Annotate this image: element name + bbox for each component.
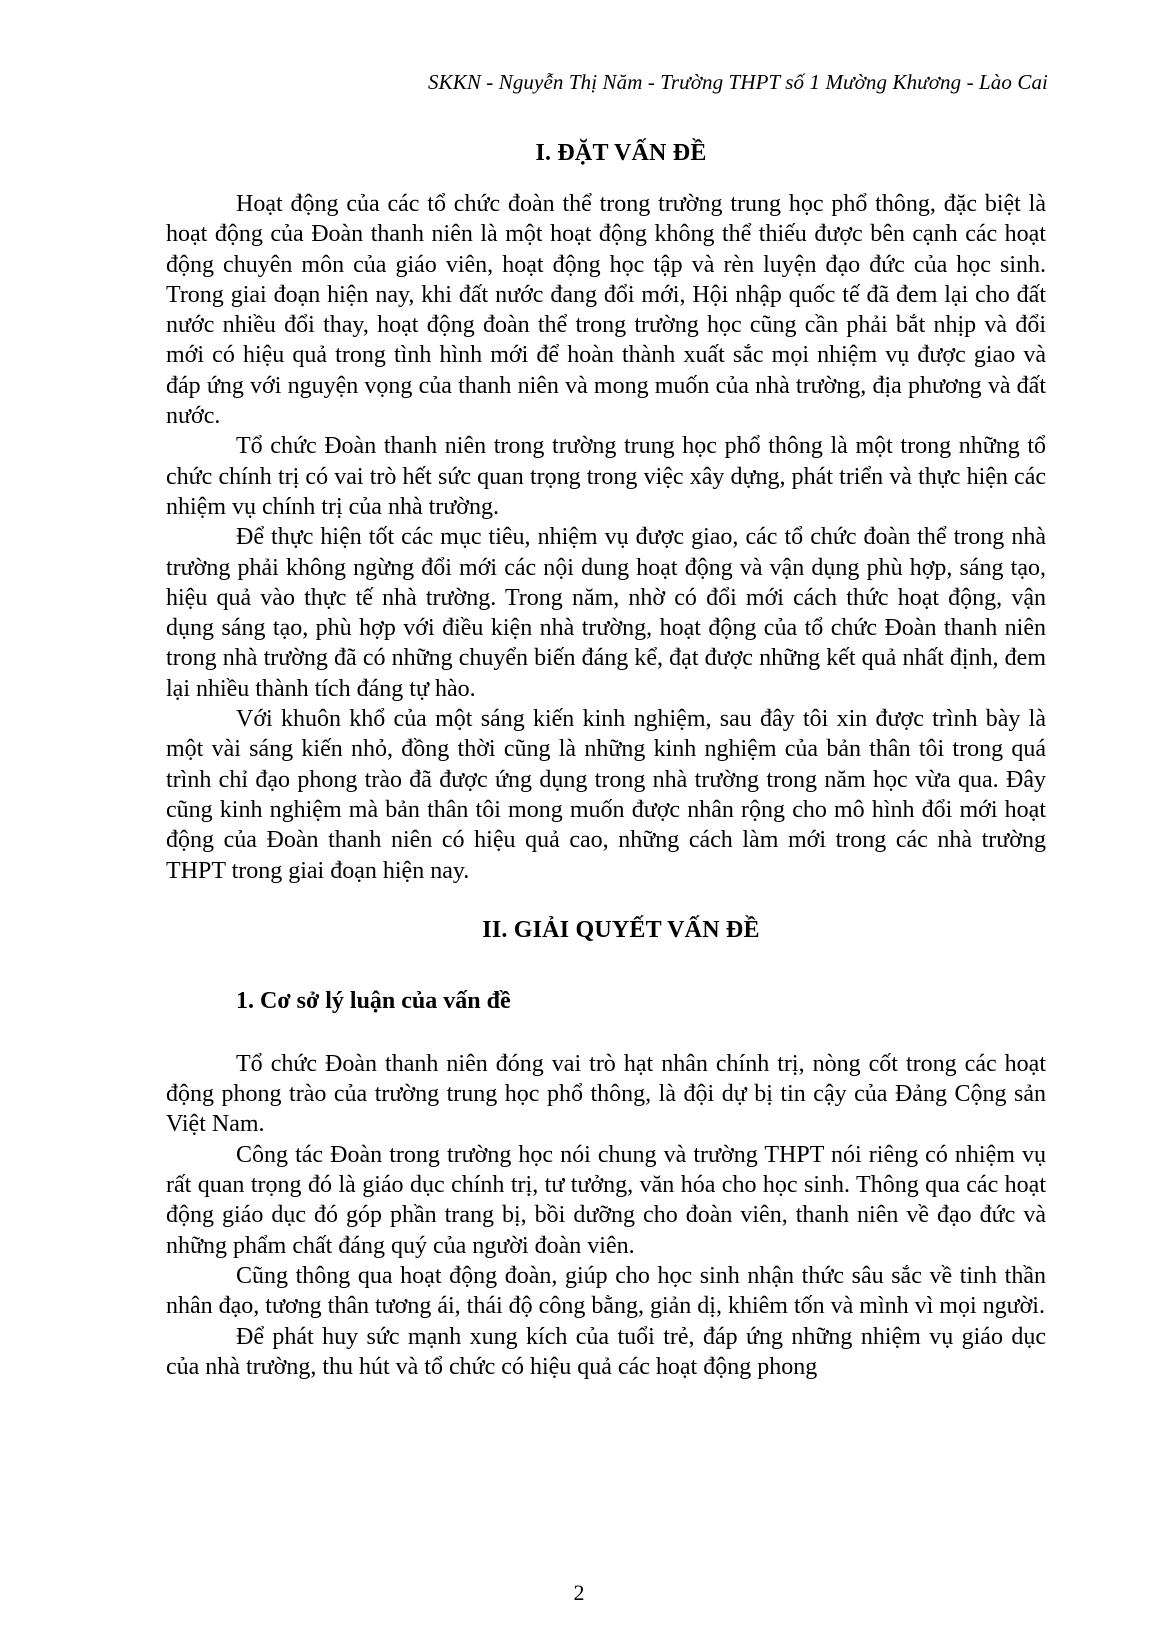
section-1-body xyxy=(166,189,1046,886)
paragraph: Công tác Đoàn trong trường học nói chung và trường THPT nói riêng có nhiệm vụ rất quan trọng đó là giáo dục chính trị, tư tưởng, văn hóa cho học sinh. Thông qua các hoạt động giáo dục đó góp phần trang bị, bồi dưỡng cho đoàn viên, thanh niên về đạo đức và những phẩm chất đáng quý của người đoàn viên. xyxy=(166,1141,1046,1259)
running-header: SKKN - Nguyễn Thị Năm - Trường THPT số 1 Mường Khương - Lào Cai xyxy=(428,70,1048,94)
page-number: 2 xyxy=(573,1580,585,1605)
paragraph: Tổ chức Đoàn thanh niên đóng vai trò hạt nhân chính trị, nòng cốt trong các hoạt động phong trào của trường trung học phổ thông, là đội dự bị tin cậy của Đảng Cộng sản Việt Nam. xyxy=(166,1050,1046,1138)
paragraph: Để phát huy sức mạnh xung kích của tuổi trẻ, đáp ứng những nhiệm vụ giáo dục của nhà trường, thu hút và tổ chức có hiệu quả các hoạt động phong xyxy=(166,1323,1046,1380)
section-1-title: I. ĐẶT VẤN ĐỀ xyxy=(535,140,707,166)
paragraph: Tổ chức Đoàn thanh niên trong trường trung học phổ thông là một trong những tổ chức chính trị có vai trò hết sức quan trọng trong việc xây dựng, phát triển và thực hiện các nhiệm vụ chính trị của nhà trường. xyxy=(166,433,1046,520)
subsection-1-title: 1. Cơ sở lý luận của vấn đề xyxy=(236,987,511,1014)
section-2-title: II. GIẢI QUYẾT VẤN ĐỀ xyxy=(482,916,760,943)
paragraph: Hoạt động của các tổ chức đoàn thể trong trường trung học phổ thông, đặc biệt là hoạt động của Đoàn thanh niên là một hoạt động không thể thiếu được bên cạnh các hoạt động chuyên môn của giáo viên, hoạt động học tập và rèn luyện đạo đức của học sinh. Trong giai đoạn hiện nay, khi đất nước đang đổi mới, Hội nhập quốc tế đã đem lại cho đất nước nhiều đổi thay, hoạt động đoàn thể trong trường học cũng cần phải bắt nhịp và đổi mới có hiệu quả trong tình hình mới để hoàn thành xuất sắc mọi nhiệm vụ được giao và đáp ứng với nguyện vọng của thanh niên và mong muốn của nhà trường, địa phương và đất nước. xyxy=(166,191,1046,430)
paragraph: Để thực hiện tốt các mục tiêu, nhiệm vụ được giao, các tổ chức đoàn thể trong nhà trường phải không ngừng đổi mới các nội dung hoạt động và vận dụng phù hợp, sáng tạo, hiệu quả vào thực tế nhà trường. Trong năm, nhờ có đổi mới cách thức hoạt động, vận dụng sáng tạo, phù hợp với điều kiện nhà trường, hoạt động của tổ chức Đoàn thanh niên trong nhà trường đã có những chuyển biến đáng kể, đạt được những kết quả nhất định, đem lại nhiều thành tích đáng tự hào. xyxy=(166,524,1046,702)
page-content xyxy=(166,140,1046,1382)
section-2-body xyxy=(166,1049,1046,1382)
paragraph: Cũng thông qua hoạt động đoàn, giúp cho học sinh nhận thức sâu sắc về tinh thần nhân đạo, tương thân tương ái, thái độ công bằng, giản dị, khiêm tốn và mình vì mọi người. xyxy=(166,1262,1046,1320)
paragraph: Với khuôn khổ của một sáng kiến kinh nghiệm, sau đây tôi xin được trình bày là một vài sáng kiến nhỏ, đồng thời cũng là những kinh nghiệm của bản thân tôi trong quá trình chỉ đạo phong trào đã được ứng dụng trong nhà trường trong năm học vừa qua. Đây cũng kinh nghiệm mà bản thân tôi mong muốn được nhân rộng cho mô hình đổi mới hoạt động của Đoàn thanh niên có hiệu quả cao, những cách làm mới trong các nhà trường THPT trong giai đoạn hiện nay. xyxy=(166,706,1046,884)
